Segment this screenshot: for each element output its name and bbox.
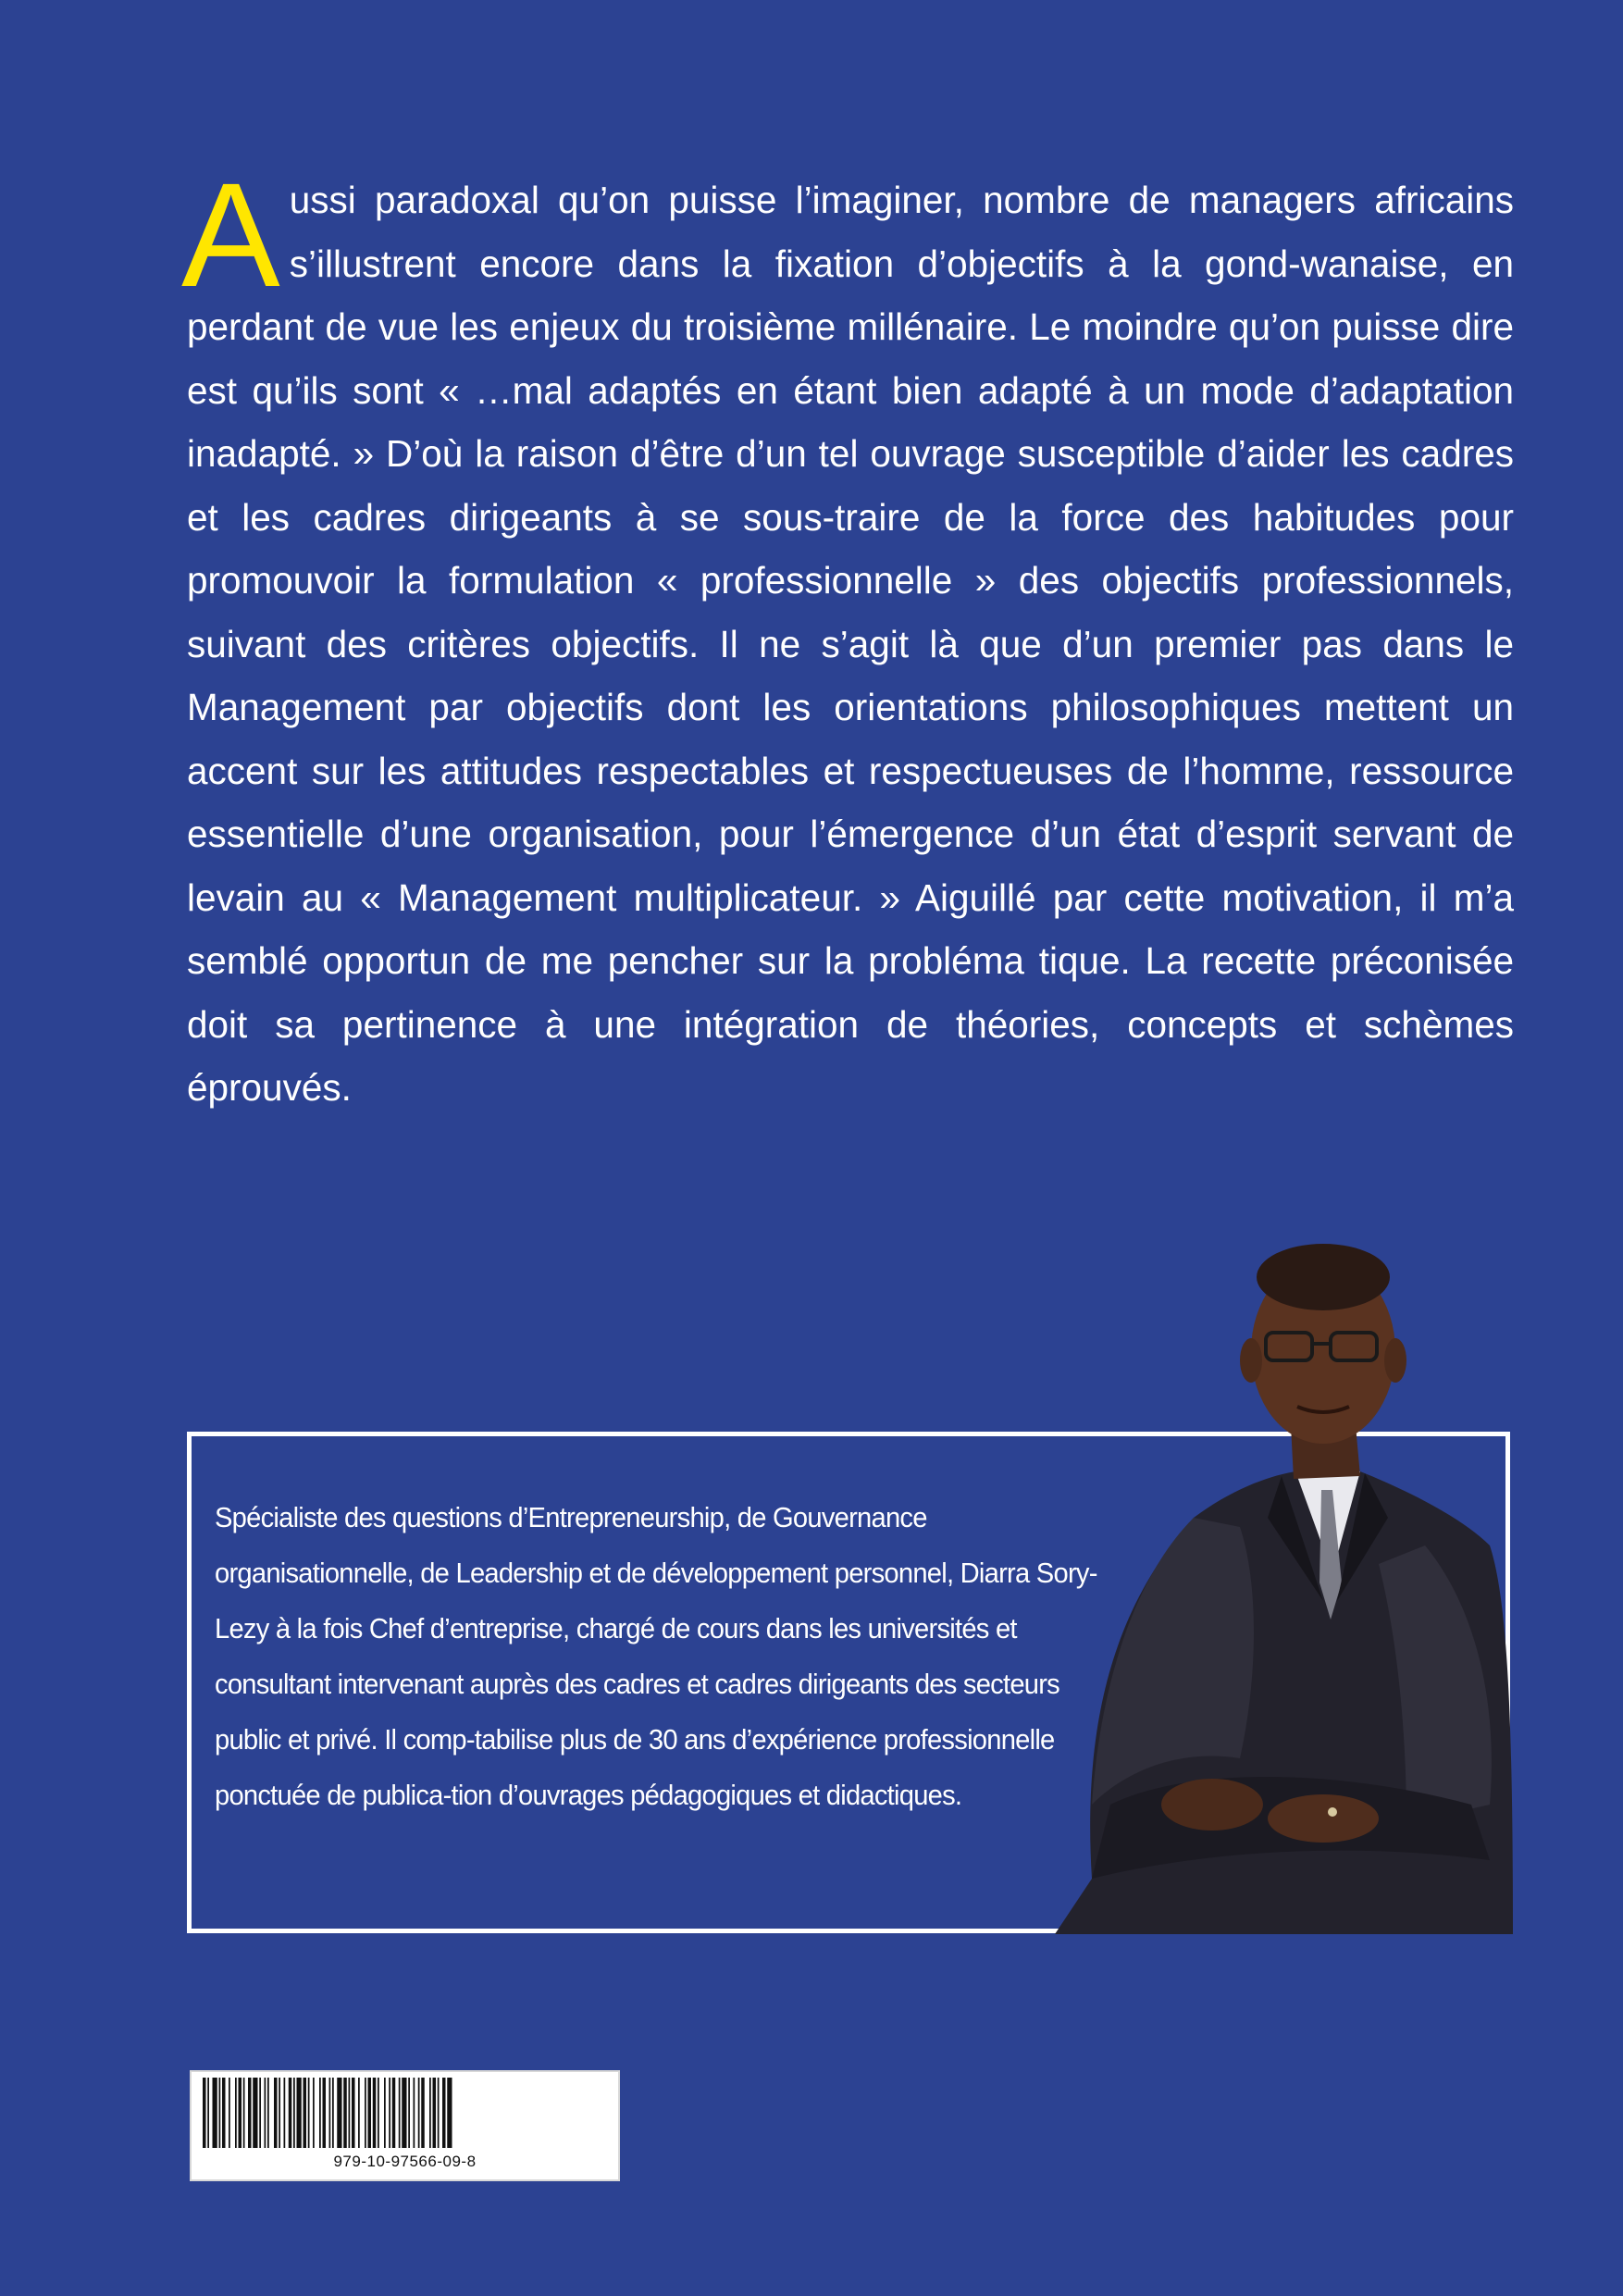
barcode-bar [384,2078,386,2148]
barcode-bar [267,2078,269,2148]
barcode-bar [402,2078,406,2148]
isbn-number: 979-10-97566-09-8 [333,2153,477,2170]
barcode-bar [239,2078,242,2148]
barcode-bar [352,2078,355,2148]
barcode-bar [222,2078,226,2148]
barcode-bar [308,2078,310,2148]
barcode-bar [418,2078,420,2148]
barcode-bar [274,2078,278,2148]
barcode-label [190,2070,620,2181]
barcode-bar [332,2078,334,2148]
barcode-bar [399,2078,401,2148]
barcode-bar [421,2078,425,2148]
barcode-bar [229,2078,230,2148]
barcode-bar [203,2078,206,2148]
barcode-bar [373,2078,377,2148]
barcode-bar [392,2078,396,2148]
barcode-bar [304,2078,307,2148]
author-bio-text: Spécialiste des questions d’Entrepreneurship, de Gouvernance organisationnelle, de Leadership et de développement personnel, Diarra Sory-Lezy à la fois Chef d’entreprise, chargé de cours dans les universités et consultant intervenant auprès des cadres et cadres dirigeants des secteurs public et privé. Il comp-tabilise plus de 30 ans d’expérience professionnelle ponctuée de publica-tion d’ouvrages pédagogiques et didactiques. [215,1501,1097,1811]
barcode-bar [279,2078,280,2148]
barcode-bar [414,2078,415,2148]
barcode-bar [319,2078,321,2148]
barcode-bar [297,2078,302,2148]
drop-cap-letter: A [181,152,280,317]
barcode-bar [213,2078,217,2148]
barcode-bar [358,2078,360,2148]
barcode-bar [253,2078,257,2148]
barcode-bar [265,2078,266,2148]
barcode-bar [368,2078,372,2148]
barcode-bar [293,2078,295,2148]
barcode-bar [323,2078,327,2148]
barcode-bar [349,2078,351,2148]
barcode-bar [289,2078,292,2148]
barcode-bar [207,2078,209,2148]
barcode-bar [389,2078,390,2148]
barcode-bar [408,2078,410,2148]
barcode-bar [429,2078,431,2148]
barcode-bar [243,2078,245,2148]
barcode-bar [259,2078,261,2148]
barcode-bar [313,2078,315,2148]
blurb-text: ussi paradoxal qu’on puisse l’imaginer, nombre de managers africains s’illustrent encore dans la fixation d’objectifs à la gond-wanaise, en perdant de vue les enjeux du troisième millénaire. Le moindre qu’on puisse dire est qu’ils sont « …mal adaptés en étant bien adapté à un mode d’adaptation inadapté. » D’où la raison d’être d’un tel ouvrage susceptible d’aider les cadres et les cadres dirigeants à se sous-traire de la force des habitudes pour promouvoir la formulation « professionnelle » des objectifs professionnels, suivant des critères objectifs. Il ne s’agit là que d’un premier pas dans le Management par objectifs dont les orientations philosophiques mettent un accent sur les attitudes respectables et respectueuses de l’homme, ressource essentielle d’une organisation, pour l’émergence d’un état d’esprit servant de levain au « Management multiplicateur. » Aiguillé par cette motivation, il m’a semblé opportun de me pencher sur la probléma tique. La recette préconisée doit sa pertinence à une intégration de théories, concepts et schèmes éprouvés. [187,179,1514,1109]
barcode-bar [337,2078,341,2148]
barcode-bar [438,2078,440,2148]
barcode-bar [235,2078,237,2148]
barcode-bar [248,2078,252,2148]
barcode-bar [284,2078,286,2148]
barcode-bar [343,2078,347,2148]
barcode-bar [329,2078,331,2148]
barcode-bar [433,2078,437,2148]
barcode-bar [378,2078,379,2148]
barcode-bar [447,2078,452,2148]
barcode-bar [219,2078,221,2148]
blurb-paragraph [181,152,1514,1120]
barcode-bar [365,2078,366,2148]
author-photo-icon [1055,1212,1518,1934]
barcode-icon [203,2078,611,2152]
barcode-bar [442,2078,446,2148]
